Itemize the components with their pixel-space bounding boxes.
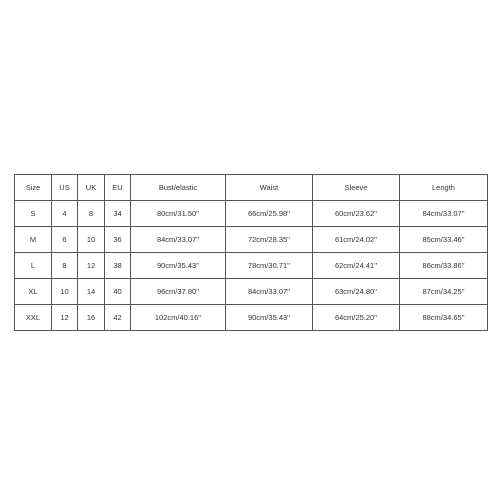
cell-size: S xyxy=(15,201,52,227)
cell-bust: 90cm/35.43'' xyxy=(131,253,226,279)
cell-length: 85cm/33.46'' xyxy=(400,227,488,253)
cell-eu: 40 xyxy=(105,279,131,305)
header-sleeve: Sleeve xyxy=(313,175,400,201)
cell-waist: 72cm/28.35'' xyxy=(226,227,313,253)
cell-size: L xyxy=(15,253,52,279)
cell-us: 6 xyxy=(52,227,78,253)
header-waist: Waist xyxy=(226,175,313,201)
cell-eu: 34 xyxy=(105,201,131,227)
header-eu: EU xyxy=(105,175,131,201)
table-row xyxy=(15,201,488,227)
cell-length: 88cm/34.65'' xyxy=(400,305,488,331)
table-row xyxy=(15,279,488,305)
cell-eu: 42 xyxy=(105,305,131,331)
header-uk: UK xyxy=(78,175,105,201)
cell-waist: 90cm/35.43'' xyxy=(226,305,313,331)
cell-length: 87cm/34.25'' xyxy=(400,279,488,305)
cell-eu: 38 xyxy=(105,253,131,279)
cell-sleeve: 64cm/25.20'' xyxy=(313,305,400,331)
cell-bust: 84cm/33.07'' xyxy=(131,227,226,253)
cell-uk: 14 xyxy=(78,279,105,305)
cell-size: M xyxy=(15,227,52,253)
cell-uk: 10 xyxy=(78,227,105,253)
cell-us: 8 xyxy=(52,253,78,279)
size-chart-table xyxy=(14,174,488,331)
cell-bust: 102cm/40.16'' xyxy=(131,305,226,331)
cell-uk: 8 xyxy=(78,201,105,227)
cell-length: 86cm/33.86'' xyxy=(400,253,488,279)
cell-us: 4 xyxy=(52,201,78,227)
header-bust: Bust/elastic xyxy=(131,175,226,201)
cell-size: XXL xyxy=(15,305,52,331)
cell-bust: 96cm/37.80'' xyxy=(131,279,226,305)
header-length: Length xyxy=(400,175,488,201)
cell-uk: 12 xyxy=(78,253,105,279)
cell-us: 10 xyxy=(52,279,78,305)
cell-sleeve: 63cm/24.80'' xyxy=(313,279,400,305)
cell-waist: 66cm/25.98'' xyxy=(226,201,313,227)
cell-size: XL xyxy=(15,279,52,305)
table-row xyxy=(15,227,488,253)
header-us: US xyxy=(52,175,78,201)
cell-waist: 84cm/33.07'' xyxy=(226,279,313,305)
cell-sleeve: 60cm/23.62'' xyxy=(313,201,400,227)
cell-us: 12 xyxy=(52,305,78,331)
header-size: Size xyxy=(15,175,52,201)
cell-waist: 78cm/30.71'' xyxy=(226,253,313,279)
table-row xyxy=(15,305,488,331)
cell-eu: 36 xyxy=(105,227,131,253)
cell-uk: 16 xyxy=(78,305,105,331)
cell-sleeve: 62cm/24.41'' xyxy=(313,253,400,279)
cell-bust: 80cm/31.50'' xyxy=(131,201,226,227)
cell-sleeve: 61cm/24.02'' xyxy=(313,227,400,253)
table-row xyxy=(15,253,488,279)
table-header-row xyxy=(15,175,488,201)
cell-length: 84cm/33.07'' xyxy=(400,201,488,227)
